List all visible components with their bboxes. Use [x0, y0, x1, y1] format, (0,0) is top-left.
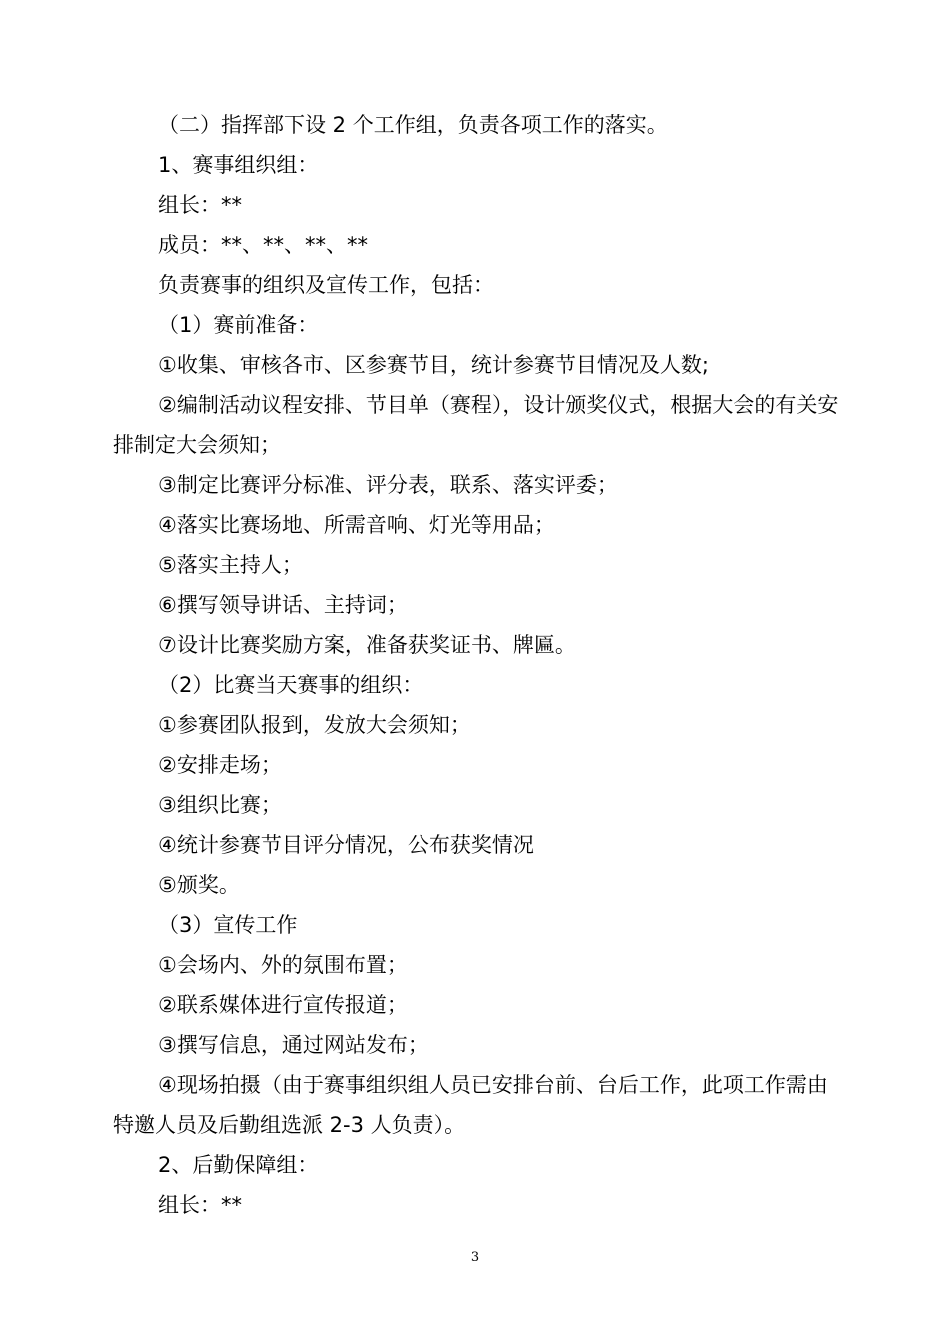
section-heading: 2、后勤保障组： [158, 1153, 319, 1177]
list-item: ②联系媒体进行宣传报道； [158, 993, 408, 1017]
list-item: ⑥撰写领导讲话、主持词； [158, 593, 408, 617]
list-item: ①会场内、外的氛围布置； [158, 953, 408, 977]
list-item: ①收集、审核各市、区参赛节目，统计参赛节目情况及人数; [158, 353, 709, 377]
list-item: ③组织比赛； [158, 793, 282, 817]
list-item: ③撰写信息，通过网站发布； [158, 1033, 429, 1057]
list-item: ④现场拍摄（由于赛事组织组人员已安排台前、台后工作，此项工作需由特邀人员及后勤组选派 2-3 人负责）。 [113, 1073, 828, 1137]
list-item: ①参赛团队报到，发放大会须知； [158, 713, 471, 737]
subsection-heading: （2）比赛当天赛事的组织： [158, 673, 424, 697]
list-item: ③制定比赛评分标准、评分表，联系、落实评委； [158, 473, 618, 497]
list-item: ④落实比赛场地、所需音响、灯光等用品； [158, 513, 555, 537]
paragraph: 组长：** [158, 1193, 242, 1217]
paragraph: 组长：** [158, 193, 242, 217]
section-heading: 1、赛事组织组： [158, 153, 319, 177]
list-item: ⑤颁奖。 [158, 873, 240, 897]
subsection-heading: （3）宣传工作 [158, 913, 298, 937]
paragraph: 成员：**、**、**、** [158, 233, 368, 257]
page-number: 3 [470, 1250, 480, 1265]
paragraph: （二）指挥部下设 2 个工作组，负责各项工作的落实。 [158, 113, 668, 137]
list-item: ⑤落实主持人； [158, 553, 303, 577]
list-item: ②安排走场； [158, 753, 282, 777]
list-item: ⑦设计比赛奖励方案，准备获奖证书、牌匾。 [158, 633, 576, 657]
paragraph: 负责赛事的组织及宣传工作，包括： [158, 273, 494, 297]
document-body [113, 105, 840, 1225]
list-item: ②编制活动议程安排、节目单（赛程），设计颁奖仪式，根据大会的有关安排制定大会须知； [113, 393, 839, 457]
subsection-heading: （1）赛前准备： [158, 313, 319, 337]
list-item: ④统计参赛节目评分情况，公布获奖情况 [158, 833, 534, 857]
